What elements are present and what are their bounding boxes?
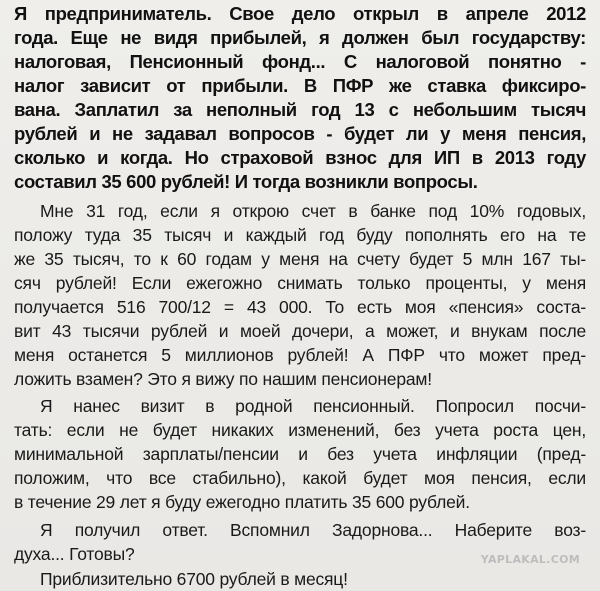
body-line: меня останется 5 миллионов рублей! А ПФР что может пред- bbox=[14, 345, 586, 365]
lead-line: налог зависит от прибыли. В ПФР же ставка фиксиро- bbox=[14, 75, 586, 96]
body-line: положу туда 35 тысяч и каждый год буду пополнять его на те bbox=[14, 225, 586, 245]
body-line: сяч рублей! Если ежегожно снимать только проценты, у меня bbox=[14, 273, 586, 293]
lead-line: налоговая, Пенсионный фонд... С налоговой понятно - bbox=[14, 51, 586, 72]
body-line: Я получил ответ. Вспомнил Задорнова... Наберите воз- bbox=[40, 520, 586, 540]
body-line: же 35 тысяч, то к 60 годам у меня на счету будет 5 млн 167 ты- bbox=[14, 249, 586, 269]
body-line: положим, что все стабильно), какой будет моя пенсия, если bbox=[14, 468, 586, 488]
body-line: получается 516 700/12 = 43 000. То есть моя «пенсия» соста- bbox=[14, 297, 586, 317]
lead-line: сколько и когда. Но страховой взнос для ИП в 2013 году bbox=[14, 147, 586, 168]
watermark: YAPLAKAL.COM bbox=[480, 553, 580, 566]
lead-line: года. Еще не видя прибылей, я должен был государству: bbox=[14, 27, 586, 48]
body-line: ложить взамен? Это я вижу по нашим пенсионерам! bbox=[14, 369, 432, 389]
lead-line: Я предприниматель. Свое дело открыл в апреле 2012 bbox=[14, 3, 586, 24]
body-line: тать: если не будет никаких изменений, без учета роста цен, bbox=[14, 420, 586, 440]
body-line: в течение 29 лет я буду ежегодно платить 35 600 рублей. bbox=[14, 492, 470, 512]
body-line: Я нанес визит в родной пенсионный. Попросил посчи- bbox=[40, 396, 586, 416]
body-line: Приблизительно 6700 рублей в месяц! bbox=[40, 569, 348, 589]
body-line: вит 43 тысячи рублей и моей дочери, а может, и внукам после bbox=[14, 321, 586, 341]
lead-line: составил 35 600 рублей! И тогда возникли вопросы. bbox=[14, 171, 478, 192]
lead-line: рублей и не задавал вопросов - будет ли у меня пенсия, bbox=[14, 123, 586, 144]
lead-line: вана. Заплатил за неполный год 13 с небольшим тысяч bbox=[14, 99, 586, 120]
body-line: духа... Готовы? bbox=[14, 544, 135, 564]
body-line: минимальной зарплаты/пенсии и без учета инфляции (пред- bbox=[14, 444, 586, 464]
body-line: Мне 31 год, если я открою счет в банке под 10% годовых, bbox=[40, 201, 586, 221]
